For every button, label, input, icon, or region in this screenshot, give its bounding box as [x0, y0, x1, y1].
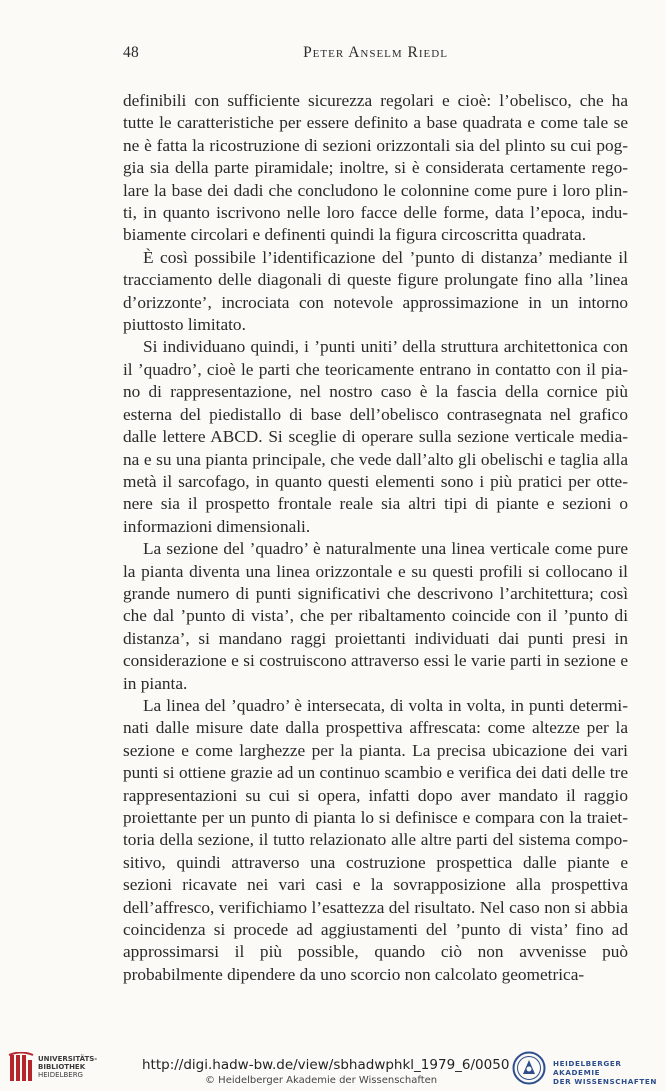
running-head: [123, 44, 628, 68]
library-name: UNIVERSITÄTS- BIBLIOTHEK HEIDELBERG: [38, 1055, 98, 1079]
ub-heidelberg-logo-icon: [8, 1052, 34, 1084]
copyright-notice: © Heidelberger Akademie der Wissenschaften: [205, 1075, 438, 1086]
page-number: 48: [123, 44, 140, 61]
paragraph-4: La sezione del ’quadro’ è naturalmente una linea verticale come pure la pianta diventa una linea orizzontale e su questi profili si collocano il grande numero di punti significativi che descrivono l’architettura; così che dal ’punto di vista’, che per ribaltamento coincide con il ’punto di distanza’, si mandano raggi proiettanti individuati dai punti presi in considerazione e si costruiscono attraverso essi le varie parti in sezione e in pianta.: [123, 539, 628, 693]
academy-name: HEIDELBERGER AKADEMIE DER WISSENSCHAFTEN: [553, 1059, 658, 1086]
permalink-url[interactable]: http://digi.hadw-bw.de/view/sbhadwphkl_1979_6/0050: [142, 1057, 510, 1073]
digitization-footer: [0, 1046, 666, 1091]
paragraph-3: Si individuano quindi, i ’punti uniti’ della struttura architettonica con il ’quadro’, cioè le parti che teoricamente entrano in contatto con il pia-no di rappresentazione, nel nostro caso è la fascia della cornice più esterna del piedistallo di base dell’obelisco contrasegnata nel grafico dalle lettere ABCD. Si sceglie di operare sulla sezione verticale media-na e su una pianta principale, che vede dall’alto gli obelischi e taglia alla metà il sarcofago, in quanto questi elementi sono i più pratici per otte-nere sia il prospetto frontale reale sia altri tipi di piante e sezioni o informazioni dimensionali.: [123, 337, 628, 536]
hawk-seal-icon: [512, 1051, 546, 1085]
paragraph-5: La linea del ’quadro’ è intersecata, di volta in volta, in punti determi-nati dalle misure date dalla prospettiva affrescata: come altezze per la sezione e come larghezze per la pianta. La precisa ubicazione dei vari punti si ottiene grazie ad un continuo scambio e verifica dei dati delle tre rappresentazioni su cui si opera, infatti dopo aver mandato il raggio proiettante per un punto di pianta lo si definisce e compara con la traiet-toria della sezione, il tutto relazionato alle altre parti del sistema compo-sitivo, quindi attraverso una costruzione prospettica dalle piante e sezioni ricavate nei vari casi e la sovrapposizione alla prospettiva dell’affresco, verifichiamo l’esattezza del risultato. Nel caso non si abbia coincidenza si procede ad aggiustamenti del ’punto di vista’ fino ad approssimarsi il più possible, quando ciò non avvenisse può probabilmente dipendere da uno scorcio non calcolato geometrica-: [123, 695, 628, 984]
paragraph-1: definibili con sufficiente sicurezza regolari e cioè: l’obelisco, che ha tutte le caratteristiche per essere definito a base quadrata e come tale se ne è fatta la ricostruzione di sezioni orizzontali sia del plinto su cui pog-gia sia della parte piramidale; inoltre, si è considerata certamente rego-lare la base dei dadi che concludono le colonnine come pure i loro plin-ti, in quanto iscrivono nelle loro facce delle forme, data l’epoca, indu-biamente circolari e definenti quindi la figura circoscritta quadrata.: [123, 91, 628, 245]
paragraph-2: È così possibile l’identificazione del ’punto di distanza’ mediante il tracciamento delle diagonali di queste figure prolungate fino alla ’linea d’orizzonte’, incrociata con notevole approssimazione in un intorno piuttosto limitato.: [123, 247, 628, 335]
body-text: [123, 90, 628, 986]
header-author: Peter Anselm Riedl: [303, 44, 448, 61]
